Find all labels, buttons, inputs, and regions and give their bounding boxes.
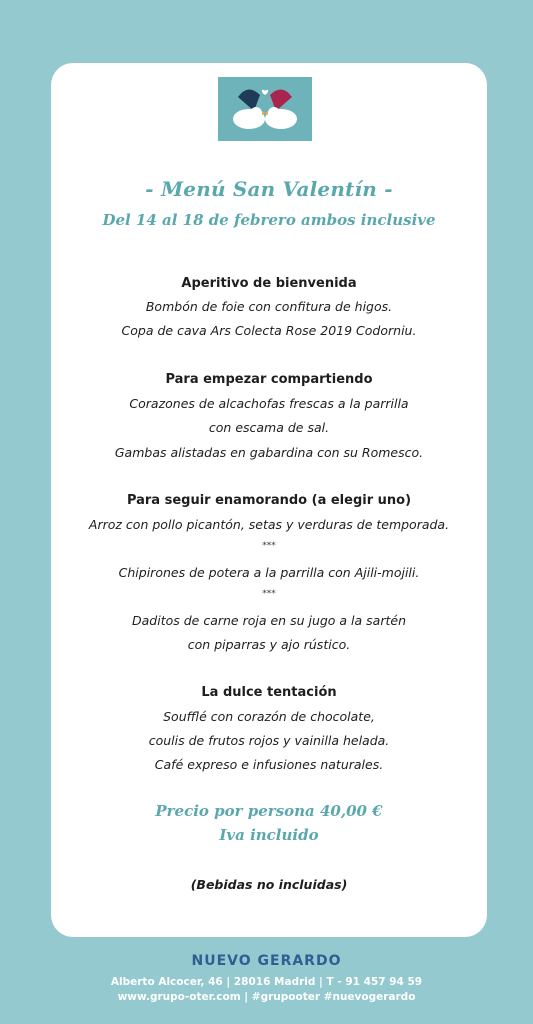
section-heading: Para seguir enamorando (a elegir uno) <box>126 493 412 508</box>
price-per-person: Precio por persona 40,00 € <box>155 802 383 820</box>
vat-note: Iva incluido <box>219 826 319 844</box>
menu-item: Soufflé con corazón de chocolate, <box>163 709 375 724</box>
section-heading: Para empezar compartiendo <box>165 372 373 387</box>
section-heading: Aperitivo de bienvenida <box>181 276 357 291</box>
menu-item: Copa de cava Ars Colecta Rose 2019 Codorniu. <box>121 323 417 338</box>
menu-item: coulis de frutos rojos y vainilla helada. <box>148 733 390 748</box>
separator: *** <box>262 541 276 551</box>
menu-card <box>51 63 487 937</box>
menu-item: Café expreso e infusiones naturales. <box>154 757 384 772</box>
menu-item: Chipirones de potera a la parrilla con Ajili-mojili. <box>118 565 420 580</box>
menu-item: Arroz con pollo picantón, setas y verduras de temporada. <box>88 517 450 532</box>
menu-dates: Del 14 al 18 de febrero ambos inclusive <box>102 211 436 229</box>
drinks-note: (Bebidas no incluidas) <box>190 877 348 892</box>
lovebirds-logo <box>218 77 312 141</box>
brand-name: NUEVO GERARDO <box>191 953 342 969</box>
section-heading: La dulce tentación <box>201 685 337 700</box>
menu-item: Corazones de alcachofas frescas a la parrilla <box>129 396 409 411</box>
menu-item: con piparras y ajo rústico. <box>187 637 351 652</box>
website-line: www.grupo-oter.com | #grupooter #nuevogerardo <box>117 991 416 1003</box>
menu-item: Daditos de carne roja en su jugo a la sartén <box>132 613 406 628</box>
address-line: Alberto Alcocer, 46 | 28016 Madrid | T - 91 457 94 59 <box>110 976 423 988</box>
menu-item: Gambas alistadas en gabardina con su Romesco. <box>114 445 424 460</box>
separator: *** <box>262 589 276 599</box>
menu-item: con escama de sal. <box>208 420 330 435</box>
lovebirds-icon <box>218 77 312 141</box>
menu-item: Bombón de foie con confitura de higos. <box>145 299 393 314</box>
menu-title: - Menú San Valentín - <box>145 177 393 201</box>
